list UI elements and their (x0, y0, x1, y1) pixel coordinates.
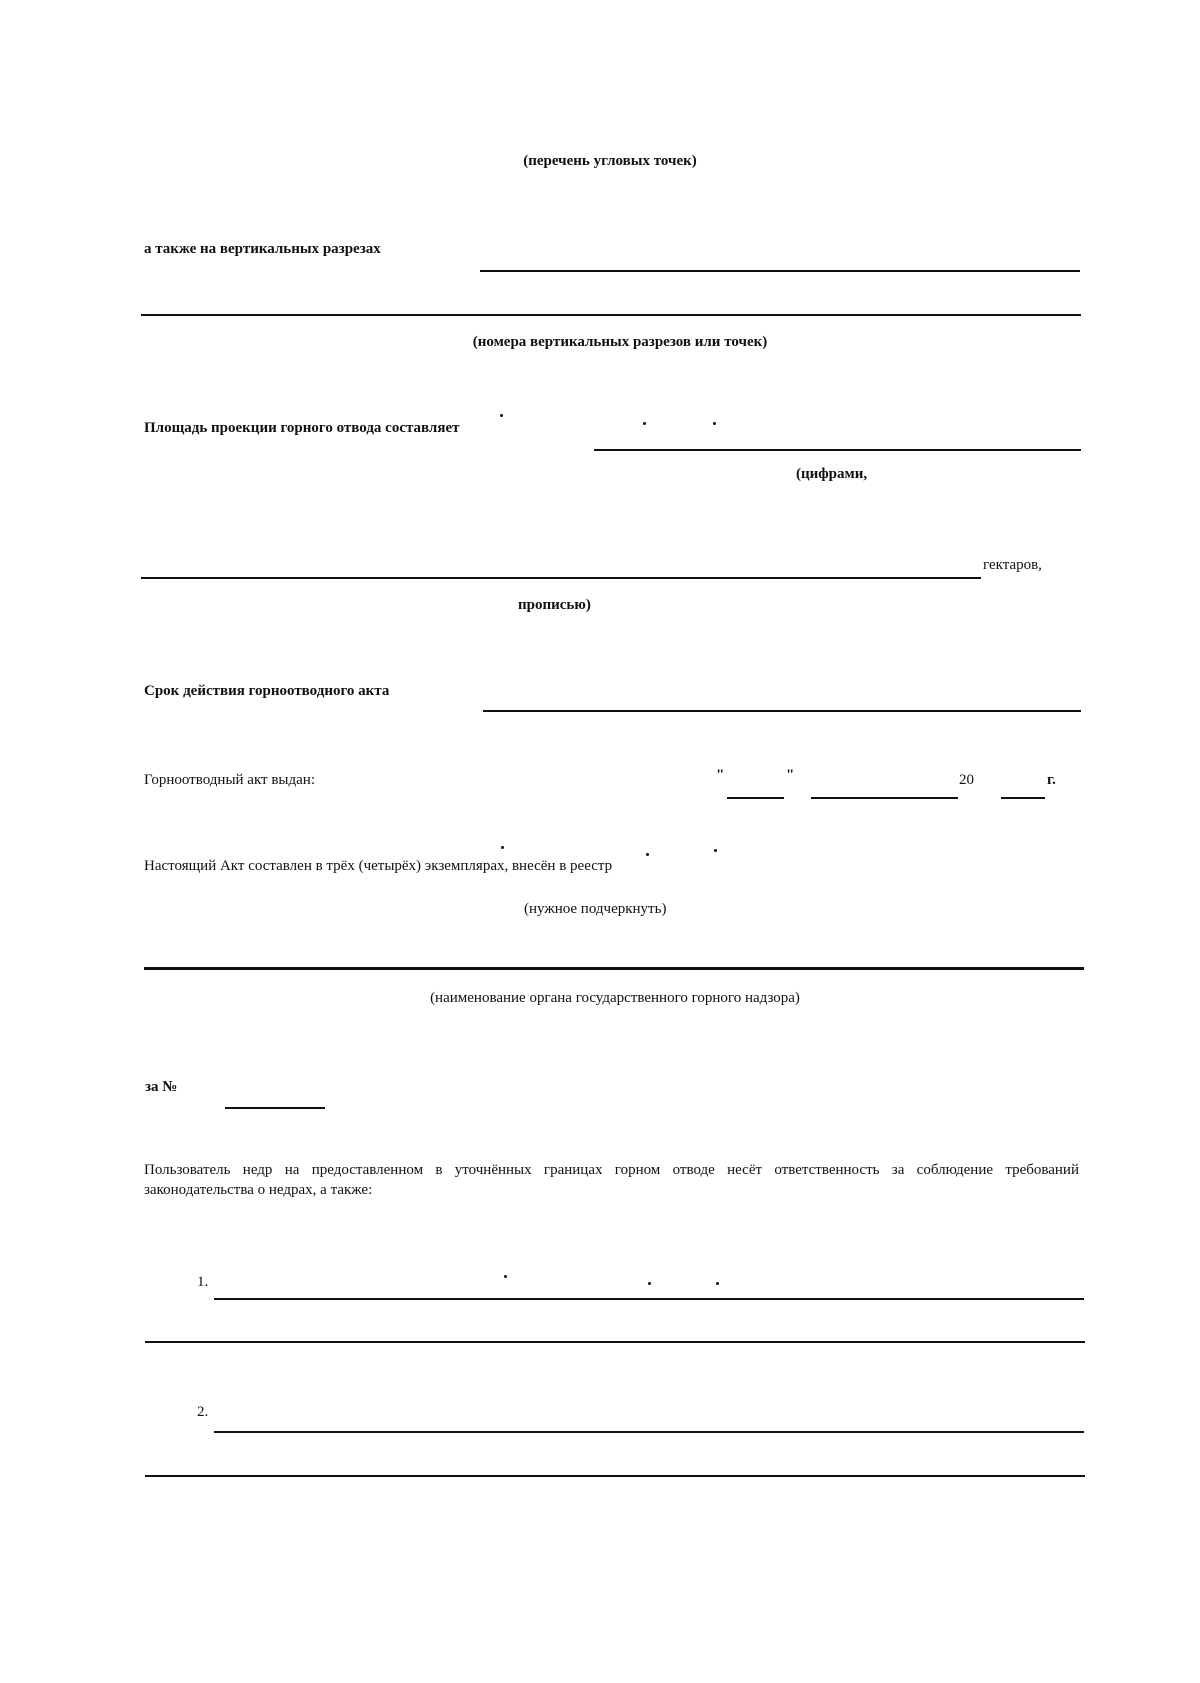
validity-label: Срок действия горноотводного акта (144, 683, 390, 699)
issued-year-suffix: г. (1047, 772, 1056, 788)
issued-year-blank-line[interactable] (1001, 797, 1045, 799)
issued-day-blank-line[interactable] (727, 797, 784, 799)
item-1-blank-line[interactable] (214, 1298, 1084, 1300)
corner-points-caption: (перечень угловых точек) (523, 153, 697, 169)
area-digits-blank-line[interactable] (594, 449, 1081, 451)
area-words-caption: прописью) (518, 597, 591, 613)
authority-caption: (наименование органа государственного горного надзора) (430, 990, 800, 1006)
authority-blank-line[interactable] (144, 967, 1084, 970)
area-digits-caption: (цифрами, (796, 466, 868, 482)
responsibility-text: Пользователь недр на предоставленном в уточнённых границах горном отводе несёт ответственность за соблюдение требований законодательства о недрах, а также: (144, 1162, 1079, 1198)
area-unit: гектаров, (983, 557, 1042, 573)
vertical-sections-caption: (номера вертикальных разрезов или точек) (472, 334, 768, 350)
scan-dot (501, 846, 504, 849)
issued-quote-close: " (786, 767, 795, 783)
scan-dot (646, 853, 649, 856)
vertical-sections-label: а также на вертикальных разрезах (144, 241, 381, 257)
scan-dot (500, 414, 503, 417)
copies-text: Настоящий Акт составлен в трёх (четырёх) экземплярах, внесён в реестр (144, 858, 613, 874)
registry-number-blank-line[interactable] (225, 1107, 325, 1109)
item-number: 2. (197, 1404, 209, 1420)
validity-blank-line[interactable] (483, 710, 1081, 712)
scan-dot (648, 1282, 651, 1285)
issued-month-blank-line[interactable] (811, 797, 958, 799)
item-number: 1. (197, 1274, 209, 1290)
registry-number-label: за № (145, 1079, 178, 1095)
item-2-blank-line[interactable] (214, 1431, 1084, 1433)
scan-dot (643, 422, 646, 425)
scan-dot (713, 422, 716, 425)
vertical-sections-blank-line[interactable] (480, 270, 1080, 272)
scan-dot (714, 849, 717, 852)
copies-caption: (нужное подчеркнуть) (524, 901, 667, 917)
issued-label: Горноотводный акт выдан: (144, 772, 315, 788)
area-label: Площадь проекции горного отвода составляет (144, 420, 460, 436)
item-2-blank-line-2[interactable] (145, 1475, 1085, 1477)
issued-quote-open: " (716, 767, 725, 783)
issued-year-prefix: 20 (959, 772, 974, 788)
vertical-sections-blank-line-2[interactable] (141, 314, 1081, 316)
area-words-blank-line[interactable] (141, 577, 981, 579)
scan-dot (716, 1282, 719, 1285)
item-1-blank-line-2[interactable] (145, 1341, 1085, 1343)
scan-dot (504, 1275, 507, 1278)
